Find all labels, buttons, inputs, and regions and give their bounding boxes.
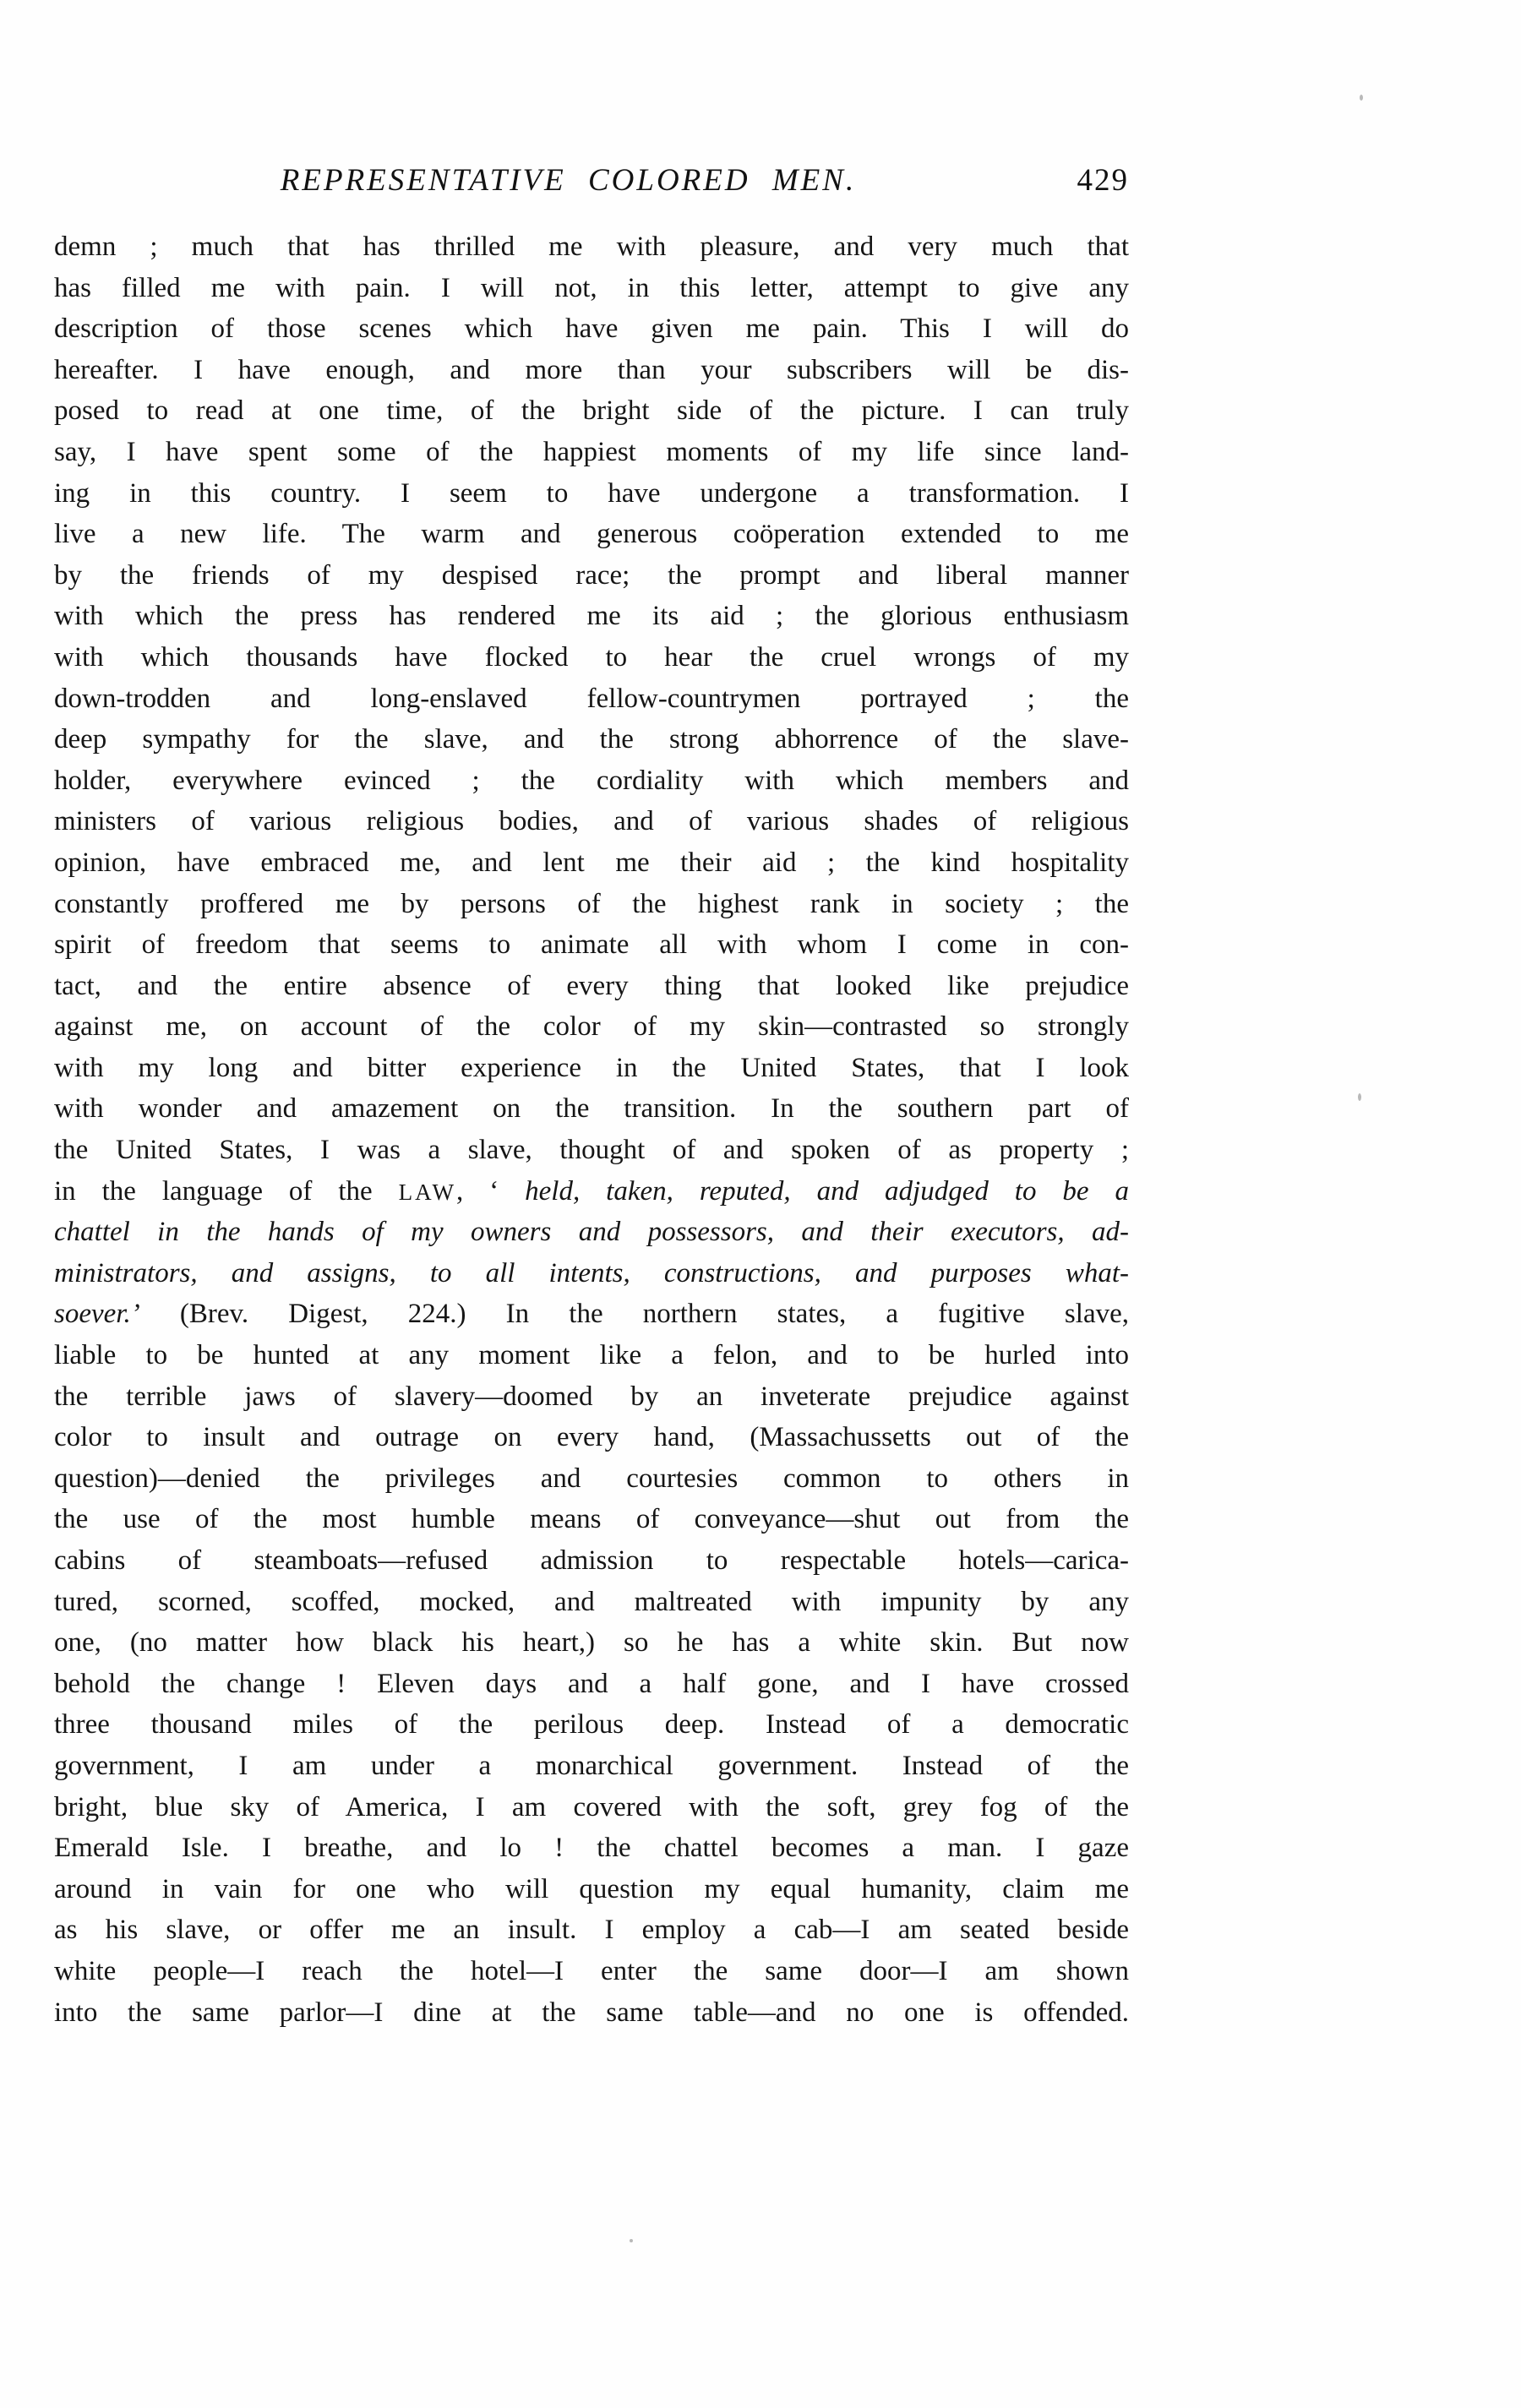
scan-speck (1360, 95, 1363, 101)
text-segment: (Brev. Digest, 224.) In the northern states, a fugitive slave, (139, 1299, 1129, 1330)
text-line (54, 1376, 1129, 1418)
text-line (54, 350, 1129, 391)
text-line (54, 924, 1129, 966)
text-line (54, 1212, 1129, 1253)
text-segment: one, (no matter how black his heart,) so he has a white skin. But now (54, 1627, 1129, 1659)
text-line (54, 1335, 1129, 1376)
text-segment: cabins of steamboats—refused admission to respectable hotels—carica- (54, 1545, 1129, 1576)
text-segment: description of those scenes which have given me pain. This I will do (54, 313, 1129, 345)
text-segment: the United States, I was a slave, thought of and spoken of as property ; (54, 1135, 1129, 1166)
text-segment: around in vain for one who will question my equal humanity, claim me (54, 1873, 1129, 1904)
text-segment: chattel in the hands of my owners and possessors, and their executors, ad- (54, 1217, 1129, 1248)
text-segment: tured, scorned, scoffed, mocked, and maltreated with impunity by any (54, 1586, 1129, 1617)
text-line (54, 596, 1129, 637)
text-line (54, 268, 1129, 309)
text-line (54, 1253, 1129, 1294)
text-segment: held, taken, reputed, and adjudged to be a (525, 1175, 1129, 1207)
text-line (54, 1088, 1129, 1130)
text-line (54, 308, 1129, 350)
text-segment: color to insult and outrage on every hand, (Massachussetts out of the (54, 1422, 1129, 1453)
text-segment: the terrible jaws of slavery—doomed by an inveterate prejudice against (54, 1381, 1129, 1412)
text-segment: in the language of the (54, 1175, 399, 1207)
text-line (54, 1499, 1129, 1540)
text-segment: LAW (398, 1179, 457, 1205)
text-line (54, 1540, 1129, 1582)
text-line (54, 801, 1129, 842)
text-line (54, 1828, 1129, 1869)
text-line (54, 1006, 1129, 1048)
text-segment: as his slave, or offer me an insult. I employ a cab—I am seated beside (54, 1915, 1129, 1946)
scan-speck (1358, 1093, 1361, 1101)
text-line (54, 473, 1129, 515)
text-line (54, 1130, 1129, 1171)
text-segment: hereafter. I have enough, and more than your subscribers will be dis- (54, 354, 1129, 385)
text-line (54, 1992, 1129, 2034)
text-line (54, 1294, 1129, 1335)
text-line (54, 1951, 1129, 1992)
text-segment: opinion, have embraced me, and lent me their aid ; the kind hospitality (54, 847, 1129, 878)
text-segment: demn ; much that has thrilled me with pleasure, and very much that (54, 232, 1129, 262)
text-line (54, 1869, 1129, 1910)
text-segment: down-trodden and long-enslaved fellow-countrymen portrayed ; the (54, 683, 1129, 714)
text-segment: has filled me with pain. I will not, in this letter, attempt to give any (54, 272, 1129, 303)
text-segment: , ‘ (456, 1175, 526, 1207)
text-segment: with which thousands have flocked to hear the cruel wrongs of my (54, 641, 1129, 673)
text-segment: live a new life. The warm and generous coöperation extended to me (54, 519, 1129, 550)
text-segment: government, I am under a monarchical government. Instead of the (54, 1750, 1129, 1781)
text-line (54, 637, 1129, 678)
text-line (54, 514, 1129, 555)
text-line (54, 1048, 1129, 1089)
text-segment: tact, and the entire absence of every thing that looked like prejudice (54, 970, 1129, 1001)
text-line (54, 1910, 1129, 1951)
text-segment: with wonder and amazement on the transition. In the southern part of (54, 1093, 1129, 1125)
text-segment: behold the change ! Eleven days and a half gone, and I have crossed (54, 1668, 1129, 1699)
scan-speck (630, 2239, 633, 2242)
text-segment: white people—I reach the hotel—I enter the same door—I am shown (54, 1955, 1129, 1986)
text-segment: posed to read at one time, of the bright side of the picture. I can truly (54, 395, 1129, 427)
text-segment: spirit of freedom that seems to animate all with whom I come in con- (54, 929, 1129, 961)
text-segment: holder, everywhere evinced ; the cordiality with which members and (54, 765, 1129, 796)
text-line (54, 1746, 1129, 1787)
text-segment: into the same parlor—I dine at the same table—and no one is offended. (54, 1997, 1129, 2028)
text-line (54, 884, 1129, 925)
text-line (54, 555, 1129, 597)
text-segment: question)—denied the privileges and courtesies common to others in (54, 1463, 1129, 1494)
running-title: REPRESENTATIVE COLORED MEN. (280, 163, 857, 198)
text-segment: constantly proffered me by persons of the highest rank in society ; the (54, 888, 1129, 919)
text-segment: deep sympathy for the slave, and the strong abhorrence of the slave- (54, 724, 1129, 755)
text-segment: three thousand miles of the perilous deep. Instead of a democratic (54, 1709, 1129, 1741)
page-number: 429 (1077, 163, 1129, 198)
text-segment: ministrators, and assigns, to all intents, constructions, and purposes what- (54, 1257, 1129, 1288)
text-line (54, 966, 1129, 1007)
text-segment: with which the press has rendered me its aid ; the glorious enthusiasm (54, 601, 1129, 632)
text-line (54, 1664, 1129, 1705)
text-segment: the use of the most humble means of conveyance—shut out from the (54, 1504, 1129, 1535)
text-segment: say, I have spent some of the happiest moments of my life since land- (54, 436, 1129, 467)
text-segment: by the friends of my despised race; the prompt and liberal manner (54, 559, 1129, 591)
text-line (54, 432, 1129, 473)
text-line (54, 226, 1129, 268)
text-line (54, 842, 1129, 884)
text-line (54, 678, 1129, 720)
text-segment: ministers of various religious bodies, and of various shades of religious (54, 806, 1129, 837)
text-line (54, 1582, 1129, 1623)
text-segment: liable to be hunted at any moment like a felon, and to be hurled into (54, 1340, 1129, 1371)
text-line (54, 1171, 1129, 1212)
text-segment: Emerald Isle. I breathe, and lo ! the chattel becomes a man. I gaze (54, 1833, 1129, 1864)
text-line (54, 1622, 1129, 1664)
text-segment: ing in this country. I seem to have undergone a transformation. I (54, 477, 1129, 509)
page-header (54, 162, 1129, 208)
page-body (54, 226, 1129, 2033)
text-line (54, 1417, 1129, 1458)
text-segment: against me, on account of the color of my skin—contrasted so strongly (54, 1011, 1129, 1043)
text-segment: bright, blue sky of America, I am covered with the soft, grey fog of the (54, 1791, 1129, 1822)
text-line (54, 760, 1129, 802)
text-line (54, 1458, 1129, 1500)
text-segment: soever.’ (54, 1299, 140, 1330)
text-line (54, 390, 1129, 432)
text-line (54, 719, 1129, 760)
text-line (54, 1704, 1129, 1746)
text-line (54, 1787, 1129, 1828)
text-segment: with my long and bitter experience in the United States, that I look (54, 1052, 1129, 1083)
